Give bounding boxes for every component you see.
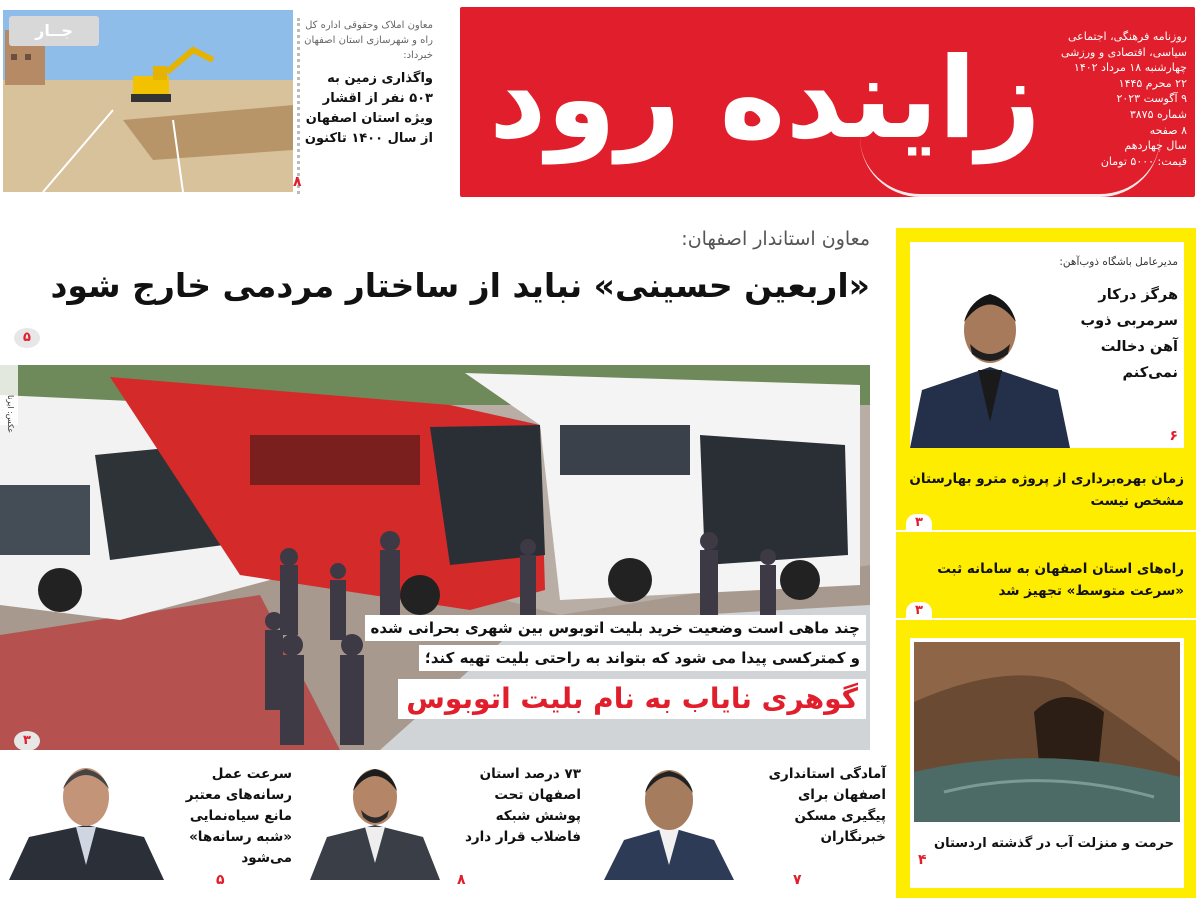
official-portrait [4,755,169,880]
interview-page-number: ۶ [1169,428,1178,444]
photo-credit: عکس: ایرنا [6,395,15,434]
sidebar [896,228,1196,898]
info-line: شماره ۳۸۷۵ [1129,107,1187,121]
story-housing-journalists[interactable] [590,756,890,896]
main-page-number: ۵ [14,328,40,348]
brand-tag: جــار [9,16,99,46]
qanat-photo [914,642,1180,822]
qanat-page-number: ۴ [918,852,927,868]
photo-story-subhead: و کمترکسی پیدا می شود که بتواند به راحتی بلیت تهیه کند؛ [419,645,866,671]
story-text: ۷۳ درصد استان اصفهان تحت پوشش شبکه فاضلاب قرار دارد [464,766,581,845]
story-page-number: ۷ [793,872,802,888]
teaser-page-number: ۸ [293,174,302,190]
photo-story-text [365,615,866,719]
sidebar-divider [896,530,1196,532]
interview-story[interactable] [910,242,1184,448]
official-portrait [594,755,744,880]
story-text: آمادگی استانداری اصفهان برای پیگیری مسکن خبرنگاران [768,766,886,845]
story-page-number: ۵ [216,872,225,888]
interview-kicker: مدیرعامل باشگاه ذوب‌آهن: [1059,256,1178,268]
sidebar-divider [896,618,1196,620]
story-page-number: ۸ [457,872,466,888]
newspaper-logo[interactable]: زاینده رود [488,34,1041,164]
info-line: ۸ صفحه [1149,123,1187,137]
main-headline[interactable]: «اربعین حسینی» نباید از ساختار مردمی خارج شود [50,266,870,305]
info-line: سیاسی، اقتصادی و ورزشی [1061,45,1187,59]
official-portrait [305,755,445,880]
info-line: ۲۲ محرم ۱۴۴۵ [1118,76,1187,90]
masthead [460,7,1195,197]
teaser-text [297,18,433,194]
club-ceo-portrait [910,272,1070,448]
excavator-photo [3,10,293,192]
speed-camera-page-number: ۳ [906,602,932,618]
interview-headline[interactable]: هرگز درکار سرمربی ذوب آهن دخالت نمی‌کنم [1080,287,1178,381]
teaser-kicker: معاون املاک وحقوقی اداره کل راه و شهرسازی استان اصفهان خبرداد: [304,20,433,61]
story-text: سرعت عمل رسانه‌های معتبر مانع سیاه‌نمایی «شبه رسانه‌ها» می‌شود [185,766,292,866]
photo-story-subhead: چند ماهی است وضعیت خرید بلیت اتوبوس بین شهری بحرانی شده [365,615,866,641]
bus-photo[interactable] [0,365,870,750]
qanat-story[interactable] [910,638,1184,888]
metro-story[interactable]: زمان بهره‌برداری از پروژه مترو بهارستان مشخص نیست [909,471,1184,509]
story-media-speed[interactable] [4,756,296,896]
teaser-headline[interactable]: واگذاری زمین به ۵۰۳ نفر از اقشار ویژه استان اصفهان از سال ۱۴۰۰ تاکنون [304,71,433,146]
info-line: سال چهاردهم [1124,139,1187,153]
photo-story-page-number: ۳ [14,731,40,750]
info-line: ۹ آگوست ۲۰۲۳ [1116,92,1187,106]
qanat-caption: حرمت و منزلت آب در گذشته اردستان [934,836,1174,851]
info-line: روزنامه فرهنگی، اجتماعی [1068,30,1187,43]
photo-story-headline[interactable]: گوهری نایاب به نام بلیت اتوبوس [398,679,866,719]
main-kicker: معاون استاندار اصفهان: [681,228,870,250]
masthead-info [1057,29,1187,169]
story-sewage-network[interactable] [305,756,585,896]
metro-page-number: ۳ [906,514,932,530]
teaser-story[interactable] [3,4,433,194]
speed-camera-story[interactable]: راه‌های استان اصفهان به سامانه ثبت «سرعت متوسط» تجهیز شد [937,561,1184,599]
info-line: قیمت: ۵۰۰۰ تومان [1100,154,1187,168]
info-line: چهارشنبه ۱۸ مرداد ۱۴۰۲ [1073,61,1187,75]
